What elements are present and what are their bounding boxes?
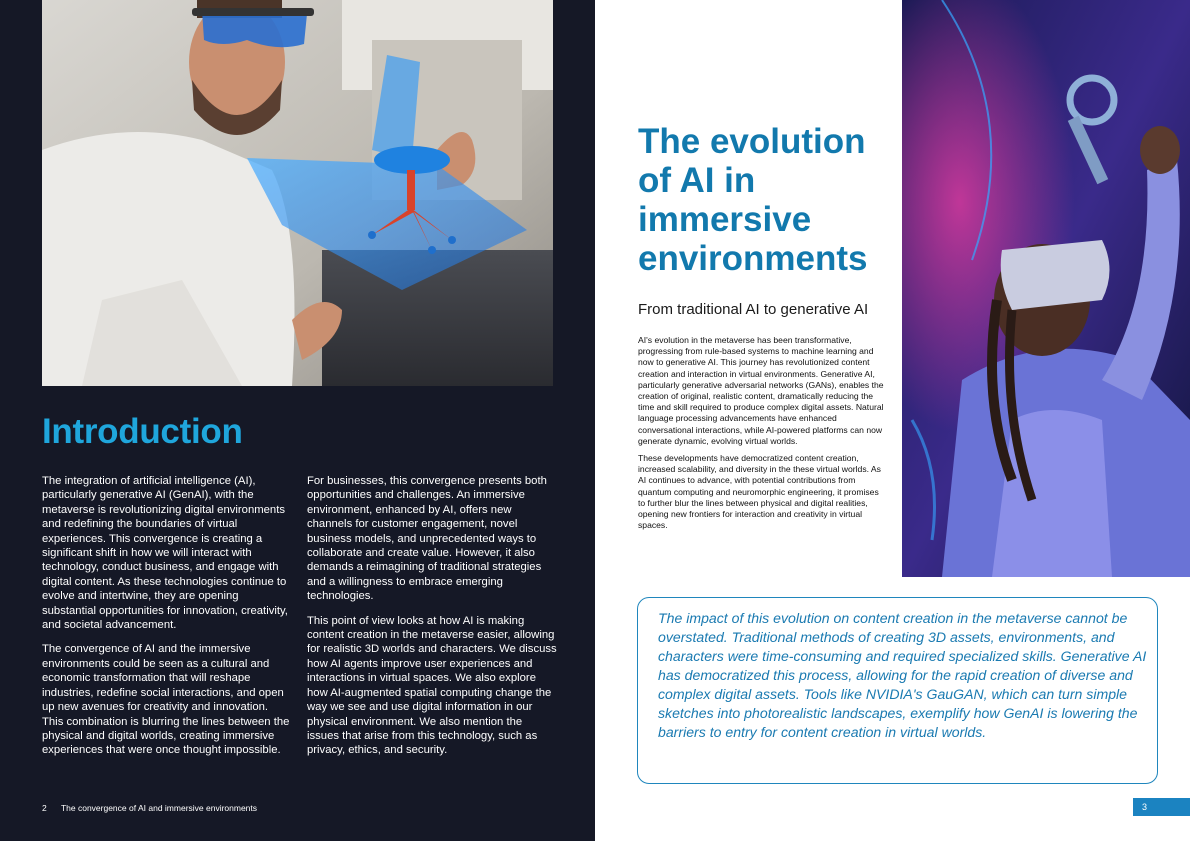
left-footer-title: The convergence of AI and immersive environments xyxy=(60,803,258,813)
evolution-subheading: From traditional AI to generative AI xyxy=(638,301,869,318)
evolution-paragraph-2: These developments have democratized content creation, increased scalability, and diversity in the these virtual worlds. As AI continues to advance, with potential contributions from quantum computing and neuromorphic engineering, it promises to further blur the lines between physical and digital realities, opening new frontiers for interaction and creativity in virtual spaces. xyxy=(638,453,881,531)
intro-col2-paragraph-1: For businesses, this convergence presents both opportunities and challenges. An immersive environment, enhanced by AI, offers new channels for customer engagement, novel business models, and unprecedented ways to collaborate and create value. However, it also demands a reimagining of traditional strategies and a willingness to embrace emerging technologies. xyxy=(307,475,547,603)
intro-column-1 xyxy=(42,474,292,768)
evolution-heading: The evolution of AI in immersive environments xyxy=(638,122,868,278)
intro-col1-paragraph-1: The integration of artificial intelligence (AI), particularly generative AI (GenAI), with the metaverse is revolutionizing digital environments and redefining the boundaries of virtual experiences. This convergence is creating a significant shift in how we will interact with technology, conduct business, and engage with digital content. As these technologies continue to evolve and intertwine, they are opening substantial opportunities for innovation, creativity, and societal advancement. xyxy=(42,475,288,632)
introduction-heading: Introduction xyxy=(42,412,243,451)
woman-with-vr-headset-photo xyxy=(902,0,1190,577)
evolution-paragraph-1: AI's evolution in the metaverse has been transformative, progressing from rule-based systems to machine learning and now to generative AI. This journey has revolutionized content creation and interaction in virtual environments. Generative AI, particularly generative adversarial networks (GANs), enables the creation of original, realistic content, dramatically reducing the time and skill required to produce complex digital assets. Natural language processing advancements have enhanced conversational interactions, while AI-powered platforms can now generate dynamic, evolving virtual worlds. xyxy=(638,335,884,446)
man-with-ar-headset-photo xyxy=(42,0,553,386)
intro-column-2 xyxy=(307,474,557,768)
right-page-number: 3 xyxy=(1142,802,1148,812)
evolution-body xyxy=(638,335,886,537)
callout-quote-text: The impact of this evolution on content creation in the metaverse cannot be overstated. Traditional methods of creating 3D assets, environments, and characters were time-consuming and required specialized skills. Generative AI has democratized this process, allowing for the rapid creation of diverse and complex digital assets. Tools like NVIDIA's GauGAN, which can turn simple sketches into photorealistic landscapes, exemplify how GenAI is lowering the barriers to entry for content creation in virtual worlds. xyxy=(658,610,1147,740)
callout-quote-box xyxy=(637,597,1158,784)
right-page-number-badge xyxy=(1133,798,1190,816)
left-page-footer xyxy=(42,803,257,813)
intro-col1-paragraph-2: The convergence of AI and the immersive environments could be seen as a cultural and economic transformation that will reshape industries, redefine social interactions, and open up new avenues for creativity and innovation. This combination is blurring the lines between the physical and digital worlds, creating immersive experiences that were once thought impossible. xyxy=(42,643,290,757)
left-page-number: 2 xyxy=(42,803,47,813)
intro-col2-paragraph-2: This point of view looks at how AI is making content creation in the metaverse easier, allowing for realistic 3D worlds and characters. We discuss how AI agents improve user experiences and interactions in virtual spaces. We also explore how AI-augmented spatial computing change the way we see and use digital information in our physical environment. We also mention the issues that arise from this technology, such as privacy, ethics, and security. xyxy=(307,614,557,757)
